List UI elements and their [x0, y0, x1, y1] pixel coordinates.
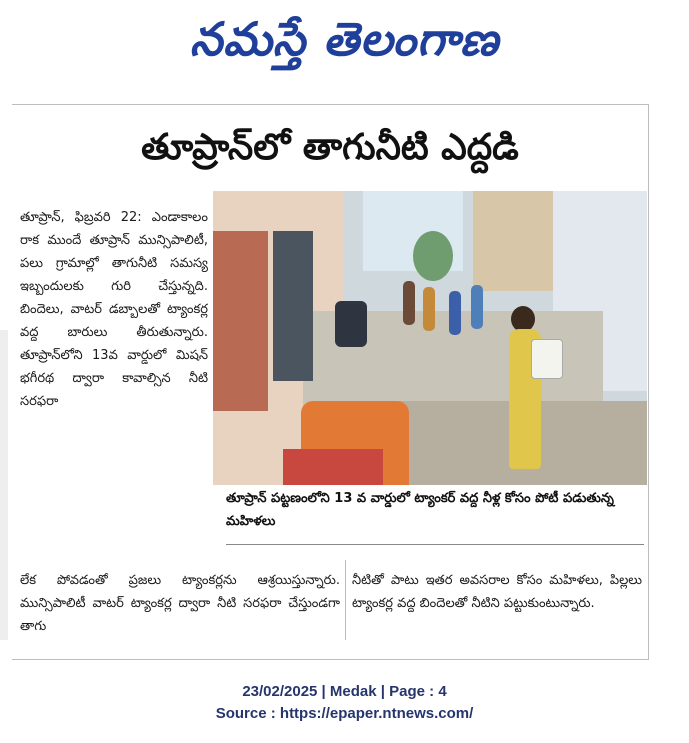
- left-edge-shade: [0, 330, 8, 640]
- photo-cloth: [283, 449, 383, 485]
- caption-rule: [226, 544, 644, 545]
- article-frame-right: [648, 104, 649, 659]
- photo-person: [403, 281, 415, 325]
- article-headline: తూప్రాన్‌లో తాగునీటి ఎద్దడి: [141, 127, 519, 168]
- photo-person: [471, 285, 483, 329]
- photo-caption: తూప్రాన్ పట్టణంలోని 13 వ వార్డులో ట్యాంకర్ వద్ద నీళ్ల కోసం పోటీ పడుతున్న మహిళలు: [226, 491, 614, 529]
- article-left-column: [20, 206, 208, 413]
- article-frame-top: [12, 104, 648, 105]
- footer-source-link[interactable]: Source : https://epaper.ntnews.com/: [215, 705, 474, 722]
- article-frame-bottom: [12, 659, 649, 660]
- article-bottom-right: నీటితో పాటు ఇతర అవసరాల కోసం మహిళలు, పిల్లలు ట్యాంకర్ల వద్ద బిందెలతో నీటిని పట్టుకుంటున్నారు.: [352, 573, 642, 611]
- photo-person: [423, 287, 435, 331]
- photo-water-can: [531, 339, 563, 379]
- article-paragraph: తూప్రాన్, ఫిబ్రవరి 22: ఎండాకాలం రాక ముందే తూప్రాన్ మున్సిపాలిటీ, పలు గ్రామాల్లో తాగునీటి సమస్య ఇబ్బందులకు గురి చేస్తున్నది. బిందెలు, వాటర్ డబ్బాలతో ట్యాంకర్ల వద్ద బారులు తీరుతున్నారు. తూప్రాన్‌లోని 13వ వార్డులో మిషన్ భగీరథ ద్వారా కావాల్సిన నీటి సరఫరా: [20, 210, 208, 409]
- column-divider: [345, 560, 346, 640]
- news-photo: [213, 191, 647, 485]
- photo-motorbike: [335, 301, 367, 347]
- photo-gate: [273, 231, 313, 381]
- article-bottom-middle: లేక పోవడంతో ప్రజలు ట్యాంకర్లను ఆశ్రయిస్తున్నారు. మున్సిపాలిటీ వాటర్ ట్యాంకర్ల ద్వారా నీటి సరఫరా చేస్తుండగా తాగు: [20, 573, 340, 634]
- photo-person: [449, 291, 461, 335]
- photo-pillar: [213, 231, 268, 411]
- footer-date-edition: 23/02/2025 | Medak | Page : 4: [242, 683, 447, 700]
- photo-tree: [413, 231, 453, 281]
- masthead-title: నమస్తే తెలంగాణ: [189, 12, 500, 66]
